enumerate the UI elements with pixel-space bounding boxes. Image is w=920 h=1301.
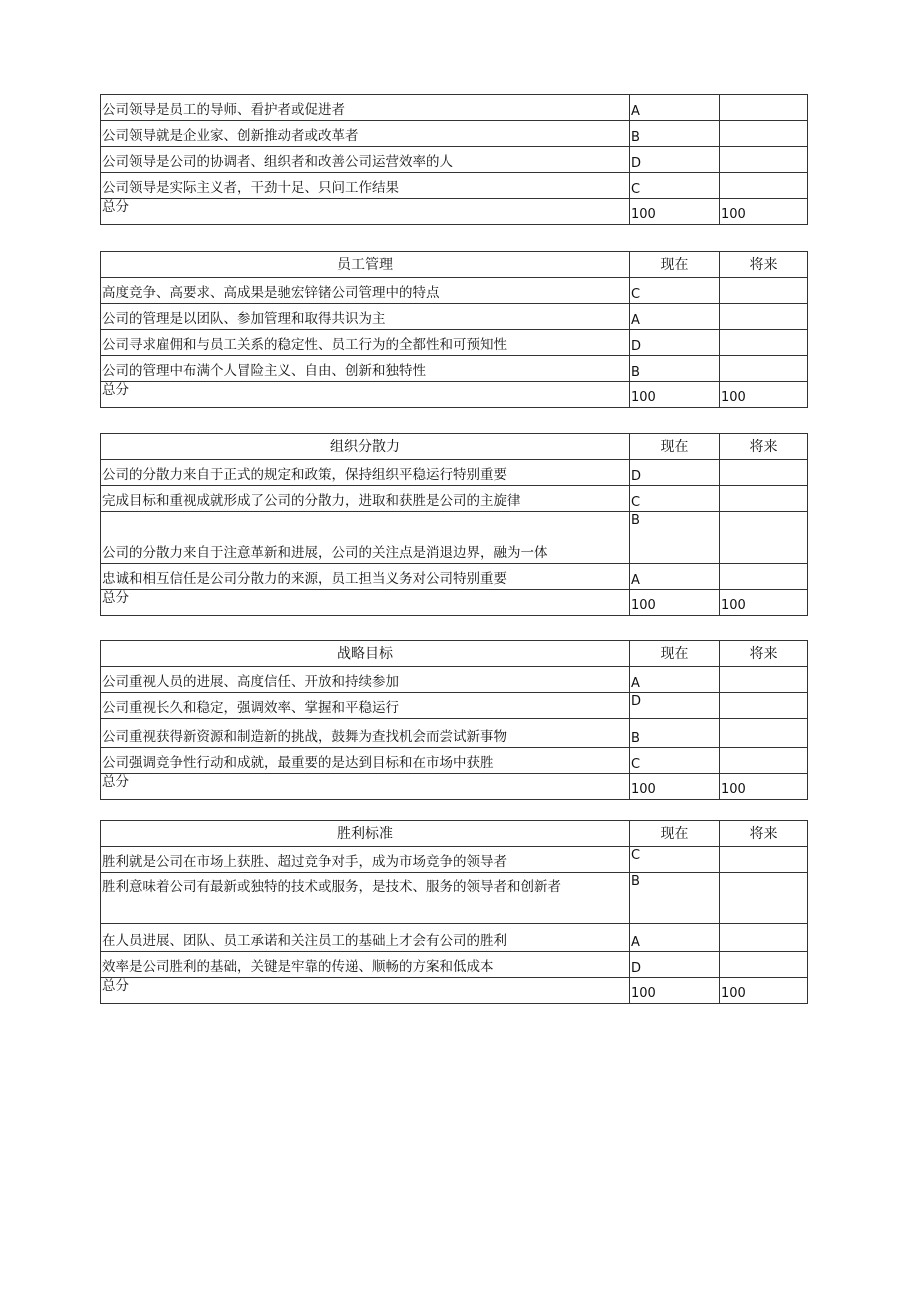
table-row: [101, 847, 808, 873]
total-row: [101, 978, 808, 1004]
total-now: 100: [630, 199, 720, 225]
total-future: 100: [720, 590, 808, 616]
future-cell[interactable]: [720, 748, 808, 774]
future-cell[interactable]: [720, 173, 808, 199]
total-label: 总分: [101, 382, 630, 408]
item-text: 胜利就是公司在市场上获胜、超过竞争对手，成为市场竞争的领导者: [101, 847, 630, 873]
table-row: [101, 924, 808, 952]
item-text: 公司重视获得新资源和制造新的挑战，鼓舞为查找机会而尝试新事物: [101, 719, 630, 748]
total-future: 100: [720, 774, 808, 800]
table-row: [101, 873, 808, 924]
now-code: A: [630, 667, 720, 693]
now-code: B: [630, 121, 720, 147]
col-now-header: 现在: [630, 434, 720, 460]
header-row: [101, 434, 808, 460]
table-row: [101, 173, 808, 199]
now-code: D: [630, 147, 720, 173]
now-code: B: [630, 356, 720, 382]
table-row: [101, 693, 808, 719]
table-row: [101, 356, 808, 382]
item-text: 高度竞争、高要求、高成果是驰宏锌锗公司管理中的特点: [101, 278, 630, 304]
total-now: 100: [630, 774, 720, 800]
item-text: 胜利意味着公司有最新或独特的技术或服务，是技术、服务的领导者和创新者: [101, 873, 630, 924]
col-future-header: 将来: [720, 821, 808, 847]
now-code: D: [630, 330, 720, 356]
total-row: [101, 774, 808, 800]
total-label: 总分: [101, 774, 630, 800]
cohesion-table: [100, 433, 808, 616]
table-row: [101, 486, 808, 512]
future-cell[interactable]: [720, 847, 808, 873]
total-label: 总分: [101, 978, 630, 1004]
now-code: A: [630, 564, 720, 590]
section-title: 员工管理: [101, 252, 630, 278]
total-future: 100: [720, 382, 808, 408]
header-row: [101, 252, 808, 278]
col-future-header: 将来: [720, 252, 808, 278]
now-code: B: [630, 873, 720, 924]
item-text: 公司的管理中布满个人冒险主义、自由、创新和独特性: [101, 356, 630, 382]
future-cell[interactable]: [720, 564, 808, 590]
future-cell[interactable]: [720, 952, 808, 978]
total-now: 100: [630, 978, 720, 1004]
col-future-header: 将来: [720, 434, 808, 460]
total-row: [101, 382, 808, 408]
item-text: 完成目标和重视成就形成了公司的分散力，进取和获胜是公司的主旋律: [101, 486, 630, 512]
total-row: [101, 590, 808, 616]
now-code: C: [630, 486, 720, 512]
item-text: 忠诚和相互信任是公司分散力的来源，员工担当义务对公司特别重要: [101, 564, 630, 590]
now-code: B: [630, 719, 720, 748]
future-cell[interactable]: [720, 460, 808, 486]
now-code: C: [630, 847, 720, 873]
strategy-table: [100, 640, 808, 800]
table-row: [101, 95, 808, 121]
total-now: 100: [630, 382, 720, 408]
header-row: [101, 821, 808, 847]
future-cell[interactable]: [720, 278, 808, 304]
leadership-table: [100, 94, 808, 225]
table-row: [101, 304, 808, 330]
table-row: [101, 330, 808, 356]
table-row: [101, 460, 808, 486]
now-code: A: [630, 924, 720, 952]
future-cell[interactable]: [720, 693, 808, 719]
future-cell[interactable]: [720, 486, 808, 512]
now-code: D: [630, 952, 720, 978]
item-text: 公司领导是实际主义者，干劲十足、只问工作结果: [101, 173, 630, 199]
col-future-header: 将来: [720, 641, 808, 667]
now-code: B: [630, 512, 720, 564]
total-future: 100: [720, 199, 808, 225]
future-cell[interactable]: [720, 873, 808, 924]
total-now: 100: [630, 590, 720, 616]
now-code: D: [630, 460, 720, 486]
table-row: [101, 512, 808, 564]
total-row: [101, 199, 808, 225]
now-code: C: [630, 278, 720, 304]
item-text: 公司重视人员的进展、高度信任、开放和持续参加: [101, 667, 630, 693]
item-text: 在人员进展、团队、员工承诺和关注员工的基础上才会有公司的胜利: [101, 924, 630, 952]
item-text: 效率是公司胜利的基础，关键是牢靠的传递、顺畅的方案和低成本: [101, 952, 630, 978]
item-text: 公司寻求雇佣和与员工关系的稳定性、员工行为的全都性和可预知性: [101, 330, 630, 356]
now-code: C: [630, 748, 720, 774]
now-code: A: [630, 95, 720, 121]
table-row: [101, 278, 808, 304]
table-row: [101, 719, 808, 748]
total-label: 总分: [101, 590, 630, 616]
table-row: [101, 667, 808, 693]
total-future: 100: [720, 978, 808, 1004]
table-row: [101, 121, 808, 147]
now-code: A: [630, 304, 720, 330]
col-now-header: 现在: [630, 821, 720, 847]
future-cell[interactable]: [720, 719, 808, 748]
now-code: D: [630, 693, 720, 719]
item-text: 公司的分散力来自于正式的规定和政策，保持组织平稳运行特别重要: [101, 460, 630, 486]
total-label: 总分: [101, 199, 630, 225]
col-now-header: 现在: [630, 252, 720, 278]
future-cell[interactable]: [720, 924, 808, 952]
item-text: 公司领导是员工的导师、看护者或促进者: [101, 95, 630, 121]
future-cell[interactable]: [720, 147, 808, 173]
future-cell[interactable]: [720, 95, 808, 121]
item-text: 公司重视长久和稳定，强调效率、掌握和平稳运行: [101, 693, 630, 719]
item-text: 公司强调竞争性行动和成就，最重要的是达到目标和在市场中获胜: [101, 748, 630, 774]
success-criteria-table: [100, 820, 808, 1004]
future-cell[interactable]: [720, 304, 808, 330]
future-cell[interactable]: [720, 356, 808, 382]
item-text: 公司领导就是企业家、创新推动者或改革者: [101, 121, 630, 147]
table-row: [101, 748, 808, 774]
section-title: 战略目标: [101, 641, 630, 667]
item-text: 公司领导是公司的协调者、组织者和改善公司运营效率的人: [101, 147, 630, 173]
future-cell[interactable]: [720, 667, 808, 693]
future-cell[interactable]: [720, 512, 808, 564]
staff-management-table: [100, 251, 808, 408]
header-row: [101, 641, 808, 667]
section-title: 胜利标准: [101, 821, 630, 847]
col-now-header: 现在: [630, 641, 720, 667]
table-row: [101, 147, 808, 173]
future-cell[interactable]: [720, 330, 808, 356]
section-title: 组织分散力: [101, 434, 630, 460]
table-row: [101, 952, 808, 978]
now-code: C: [630, 173, 720, 199]
item-text: 公司的管理是以团队、参加管理和取得共识为主: [101, 304, 630, 330]
table-row: [101, 564, 808, 590]
item-text: 公司的分散力来自于注意革新和进展，公司的关注点是消退边界，融为一体: [101, 512, 630, 564]
future-cell[interactable]: [720, 121, 808, 147]
